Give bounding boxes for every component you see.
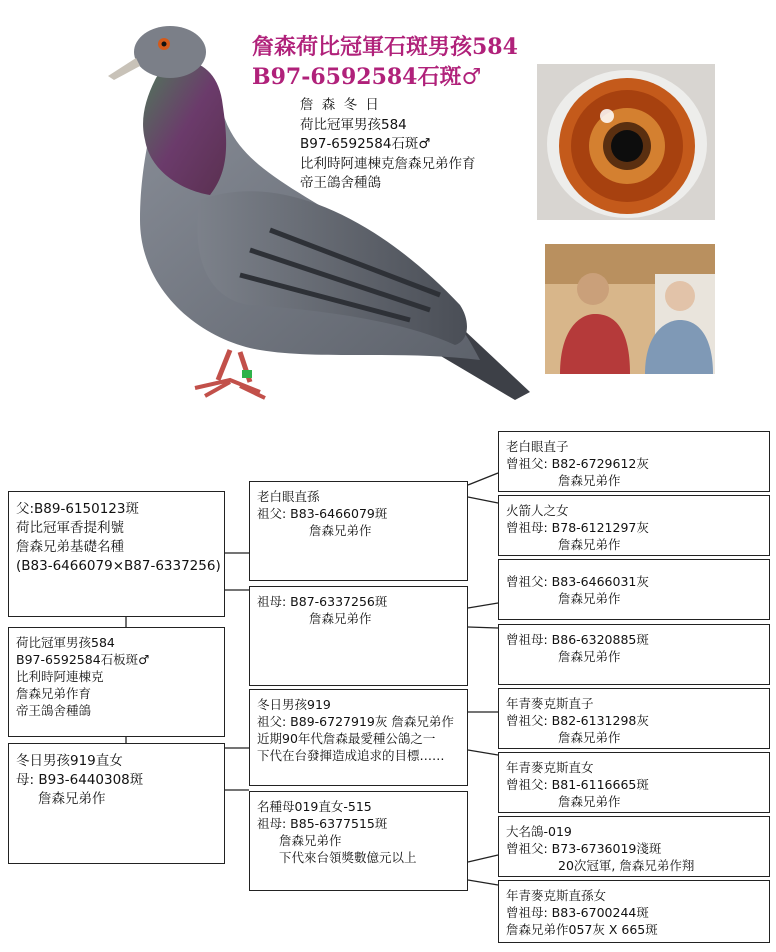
grandparent-line: 祖母: B87-6337256斑 xyxy=(257,594,388,609)
great-grandparent-line: 曾祖父: B83-6466031灰 xyxy=(506,574,649,589)
father-line: 荷比冠軍香提利號 xyxy=(16,520,124,536)
great-grandparent-box xyxy=(498,752,770,813)
father-line: 詹森兄弟基礎名種 xyxy=(16,539,124,555)
grandparent-line: 詹森兄弟作 xyxy=(309,611,372,626)
father-line: (B83-6466079×B87-6337256) xyxy=(16,558,221,574)
mother-line: 冬日男孩919直女 xyxy=(16,753,123,769)
info-line: 帝王鴿舍種鴿 xyxy=(300,175,381,191)
grandfather-paternal-box xyxy=(249,481,468,581)
grandparent-line: 祖父: B89-6727919灰 詹森兄弟作 xyxy=(257,714,454,729)
great-grandparent-line: 曾祖母: B78-6121297灰 xyxy=(506,520,649,535)
great-grandparent-line: 詹森兄弟作057灰 X 665斑 xyxy=(506,922,658,937)
great-grandparent-line: 年青麥克斯直孫女 xyxy=(506,888,607,903)
great-grandparent-box xyxy=(498,495,770,556)
father-box xyxy=(8,491,225,617)
grandparent-line: 下代來台領獎數億元以上 xyxy=(279,850,417,865)
subject-box xyxy=(8,627,225,737)
mother-box xyxy=(8,743,225,864)
great-grandparent-box xyxy=(498,431,770,492)
great-grandparent-box xyxy=(498,688,770,749)
grandparent-line: 詹森兄弟作 xyxy=(279,833,342,848)
great-grandparent-line: 大名鴿-019 xyxy=(506,824,572,839)
pigeon-title-line1: 詹森荷比冠軍石斑男孩584 xyxy=(252,34,518,60)
subject-line: 比利時阿連棟克 xyxy=(16,669,104,684)
great-grandparent-line: 曾祖父: B81-6116665斑 xyxy=(506,777,649,792)
pigeon-title-line2: B97-6592584石斑♂ xyxy=(252,64,482,90)
subject-line: B97-6592584石板斑♂ xyxy=(16,652,150,667)
great-grandparent-box xyxy=(498,816,770,877)
great-grandparent-line: 曾祖母: B86-6320885斑 xyxy=(506,632,649,647)
subject-line: 詹森兄弟作育 xyxy=(16,686,92,701)
great-grandparent-line: 詹森兄弟作 xyxy=(558,591,621,606)
great-grandparent-line: 曾祖父: B73-6736019淺斑 xyxy=(506,841,662,856)
grandparent-line: 名種母019直女-515 xyxy=(257,799,372,814)
great-grandparent-line: 詹森兄弟作 xyxy=(558,649,621,664)
great-grandparent-line: 詹森兄弟作 xyxy=(558,794,621,809)
great-grandparent-line: 詹森兄弟作 xyxy=(558,537,621,552)
grandmother-maternal-box xyxy=(249,791,468,891)
grandparent-line: 近期90年代詹森最愛種公鴿之一 xyxy=(257,731,436,746)
grandmother-paternal-box xyxy=(249,586,468,686)
subject-line: 帝王鴿舍種鴿 xyxy=(16,703,92,718)
grandparent-line: 祖母: B85-6377515斑 xyxy=(257,816,388,831)
great-grandparent-line: 曾祖父: B82-6729612灰 xyxy=(506,456,649,471)
mother-line: 詹森兄弟作 xyxy=(38,791,106,807)
great-grandparent-line: 20次冠軍, 詹森兄弟作翔 xyxy=(558,858,695,873)
great-grandparent-box xyxy=(498,559,770,620)
grandparent-line: 下代在台發揮造成追求的目標…… xyxy=(257,748,445,763)
great-grandparent-line: 老白眼直子 xyxy=(506,439,569,454)
grandparent-line: 祖父: B83-6466079斑 xyxy=(257,506,388,521)
info-line: 荷比冠軍男孩584 xyxy=(300,116,407,133)
grandparent-line: 老白眼直孫 xyxy=(257,489,320,504)
grandfather-maternal-box xyxy=(249,689,468,786)
info-line: 詹 森 冬 日 xyxy=(300,97,381,113)
info-line: 比利時阿連棟克詹森兄弟作育 xyxy=(300,155,476,172)
great-grandparent-line: 曾祖父: B82-6131298灰 xyxy=(506,713,649,728)
great-grandparent-box xyxy=(498,624,770,685)
great-grandparent-box xyxy=(498,880,770,943)
great-grandparent-line: 曾祖母: B83-6700244斑 xyxy=(506,905,649,920)
subject-line: 荷比冠軍男孩584 xyxy=(16,635,115,650)
great-grandparent-line: 詹森兄弟作 xyxy=(558,473,621,488)
grandparent-line: 詹森兄弟作 xyxy=(309,523,372,538)
info-line: B97-6592584石斑♂ xyxy=(300,136,431,152)
grandparent-line: 冬日男孩919 xyxy=(257,697,331,712)
great-grandparent-line: 火箭人之女 xyxy=(506,503,569,518)
great-grandparent-line: 年青麥克斯直女 xyxy=(506,760,594,775)
great-grandparent-line: 年青麥克斯直子 xyxy=(506,696,594,711)
father-line: 父:B89-6150123斑 xyxy=(16,501,139,517)
mother-line: 母: B93-6440308斑 xyxy=(16,772,144,788)
great-grandparent-line: 詹森兄弟作 xyxy=(558,730,621,745)
